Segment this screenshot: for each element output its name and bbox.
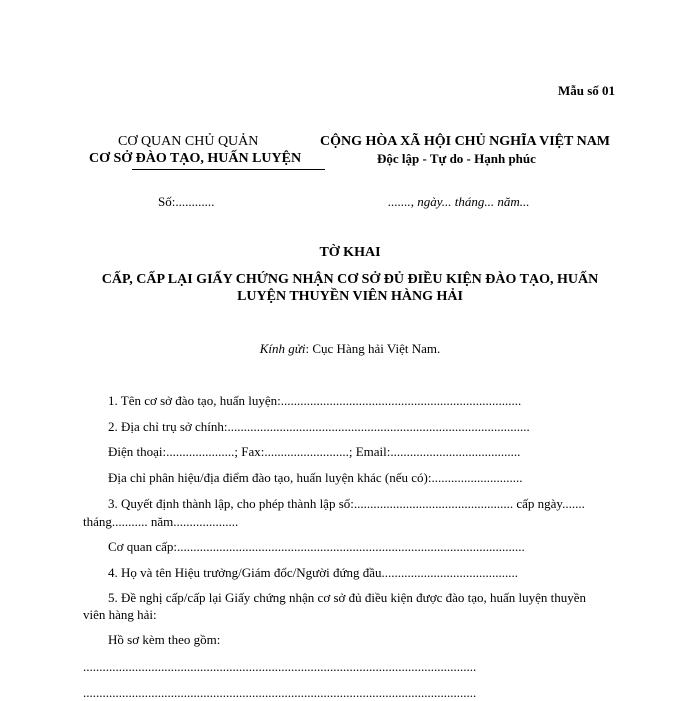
field-institution-name: 1. Tên cơ sở đào tạo, huấn luyện:.......................................................................... [108, 393, 522, 408]
nation-motto: Độc lập - Tự do - Hạnh phúc [377, 151, 536, 166]
attached-documents-label: Hồ sơ kèm theo gồm: [108, 632, 221, 647]
document-title: TỜ KHAI [319, 245, 381, 260]
field-head-office-address: 2. Địa chỉ trụ sở chính:............................................................................................. [108, 419, 530, 434]
recipient [0, 341, 700, 357]
recipient-value: : Cục Hàng hải Việt Nam. [305, 341, 441, 356]
nation-name: CỘNG HÒA XÃ HỘI CHỦ NGHĨA VIỆT NAM [320, 134, 611, 149]
document-subtitle: CẤP, CẤP LẠI GIẤY CHỨNG NHẬN CƠ SỞ ĐỦ ĐIỀU KIỆN ĐÀO TẠO, HUẤN LUYỆN THUYỀN VIÊN HÀNG HẢI [101, 272, 599, 304]
form-number: Mẫu số 01 [558, 83, 616, 98]
field-establishment-date: tháng........... năm.................... [83, 514, 239, 529]
attached-line-2: ......................................................................................................................... [83, 685, 477, 700]
agency-line-2: CƠ SỞ ĐÀO TẠO, HUẤN LUYỆN [89, 151, 302, 166]
recipient-label: Kính gửi [259, 341, 306, 356]
agency-line-1: CƠ QUAN CHỦ QUẢN [118, 134, 259, 149]
field-establishment-decision: 3. Quyết định thành lập, cho phép thành lập số:................................................. cấp ngày....... [108, 496, 585, 511]
field-head-name: 4. Họ và tên Hiệu trưởng/Giám đốc/Người đứng đầu.......................................... [108, 565, 519, 580]
field-request-line-2: viên hàng hải: [83, 607, 157, 622]
agency-underline [132, 169, 325, 170]
field-phone-fax-email: Điện thoại:.....................; Fax:..........................; Email:........................................ [108, 444, 521, 459]
field-issuing-agency: Cơ quan cấp:........................................................................................................... [108, 539, 525, 554]
date-line: ......., ngày... tháng... năm... [388, 194, 530, 209]
reference-number: Số:............ [158, 194, 215, 209]
field-request-line-1: 5. Đề nghị cấp/cấp lại Giấy chứng nhận cơ sở đủ điều kiện được đào tạo, huấn luyện thuyền [108, 590, 587, 605]
field-branch-address: Địa chỉ phân hiệu/địa điểm đào tạo, huấn luyện khác (nếu có):............................ [108, 470, 523, 485]
attached-line-1: ......................................................................................................................... [83, 659, 477, 674]
